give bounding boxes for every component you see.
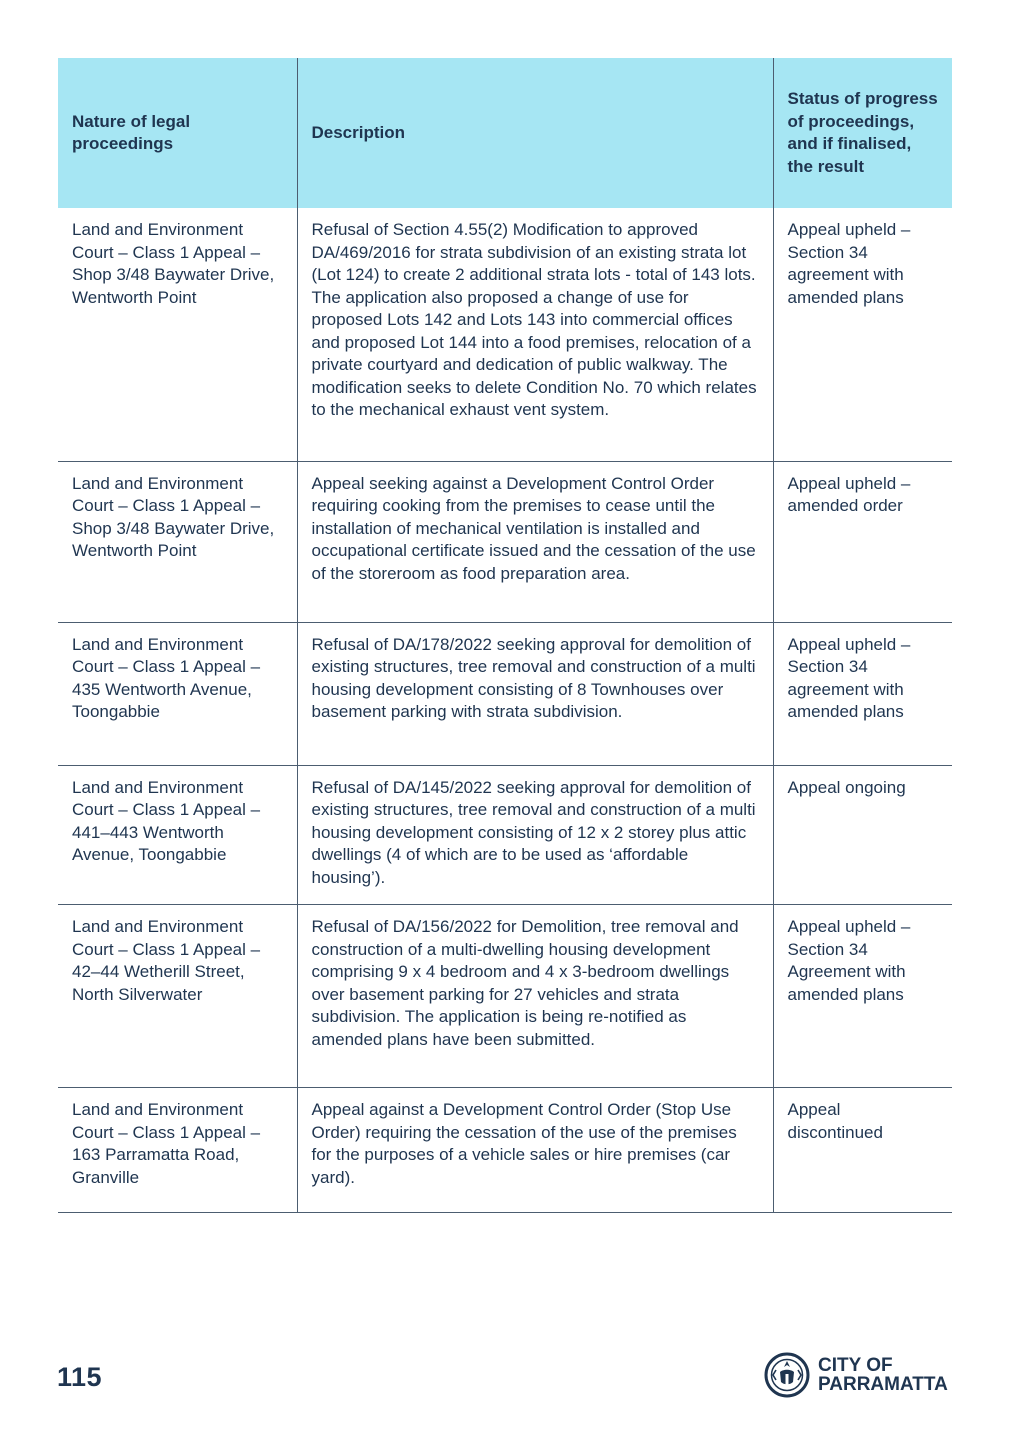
cell-description: Refusal of Section 4.55(2) Modification to approved DA/469/2016 for strata subdivision of an existing strata lot (Lot 124) to create 2 additional strata lots - total of 143 lots. The application also proposed a change of use for proposed Lots 142 and Lots 143 into commercial offices and proposed Lot 144 into a food premises, relocation of a private courtyard and dedication of public walkway. The modification seeks to delete Condition No. 70 which relates to the mechanical exhaust vent system. [297,208,773,461]
cell-status: Appeal upheld – amended order [773,461,952,622]
legal-proceedings-table [58,58,952,1213]
cell-description: Appeal seeking against a Development Control Order requiring cooking from the premises to cease until the installation of mechanical ventilation is installed and occupational certificate issued and the cessation of the use of the storeroom as food preparation area. [297,461,773,622]
cell-status: Appeal discontinued [773,1088,952,1213]
header-nature: Nature of legal proceedings [58,58,297,208]
table-header-row [58,58,952,208]
table-row [58,461,952,622]
cell-description: Refusal of DA/178/2022 seeking approval for demolition of existing structures, tree removal and construction of a multi housing development consisting of 8 Townhouses over basement parking with strata subdivision. [297,622,773,765]
cell-description: Appeal against a Development Control Order (Stop Use Order) requiring the cessation of the use of the premises for the purposes of a vehicle sales or hire premises (car yard). [297,1088,773,1213]
cell-nature: Land and Environment Court – Class 1 Appeal – 435 Wentworth Avenue, Toongabbie [58,622,297,765]
logo-text-line1: CITY OF [818,1355,893,1376]
cell-status: Appeal ongoing [773,765,952,905]
cell-nature: Land and Environment Court – Class 1 Appeal – 441–443 Wentworth Avenue, Toongabbie [58,765,297,905]
page-number: 115 [57,1362,103,1392]
table-row [58,622,952,765]
city-of-parramatta-logo [764,1352,948,1398]
header-description: Description [297,58,773,208]
cell-description: Refusal of DA/145/2022 seeking approval for demolition of existing structures, tree removal and construction of a multi housing development consisting of 12 x 2 storey plus attic dwellings (4 of which are to be used as ‘affordable housing’). [297,765,773,905]
logo-text-line2: PARRAMATTA [818,1374,948,1395]
cell-description: Refusal of DA/156/2022 for Demolition, tree removal and construction of a multi-dwelling housing development comprising 9 x 4 bedroom and 4 x 3-bedroom dwellings over basement parking for 27 vehicles and strata subdivision. The application is being re-notified as amended plans have been submitted. [297,905,773,1088]
cell-nature: Land and Environment Court – Class 1 Appeal – Shop 3/48 Baywater Drive, Wentworth Point [58,208,297,461]
table-row [58,765,952,905]
cell-nature: Land and Environment Court – Class 1 Appeal – 163 Parramatta Road, Granville [58,1088,297,1213]
cell-status: Appeal upheld – Section 34 agreement with amended plans [773,208,952,461]
table-row [58,208,952,461]
cell-status: Appeal upheld – Section 34 Agreement with amended plans [773,905,952,1088]
city-crest-icon [764,1352,810,1398]
header-status: Status of progress of proceedings, and if finalised, the result [773,58,952,208]
cell-nature: Land and Environment Court – Class 1 Appeal – Shop 3/48 Baywater Drive, Wentworth Point [58,461,297,622]
cell-nature: Land and Environment Court – Class 1 Appeal – 42–44 Wetherill Street, North Silverwater [58,905,297,1088]
table-row [58,905,952,1088]
cell-status: Appeal upheld – Section 34 agreement with amended plans [773,622,952,765]
table-row [58,1088,952,1213]
